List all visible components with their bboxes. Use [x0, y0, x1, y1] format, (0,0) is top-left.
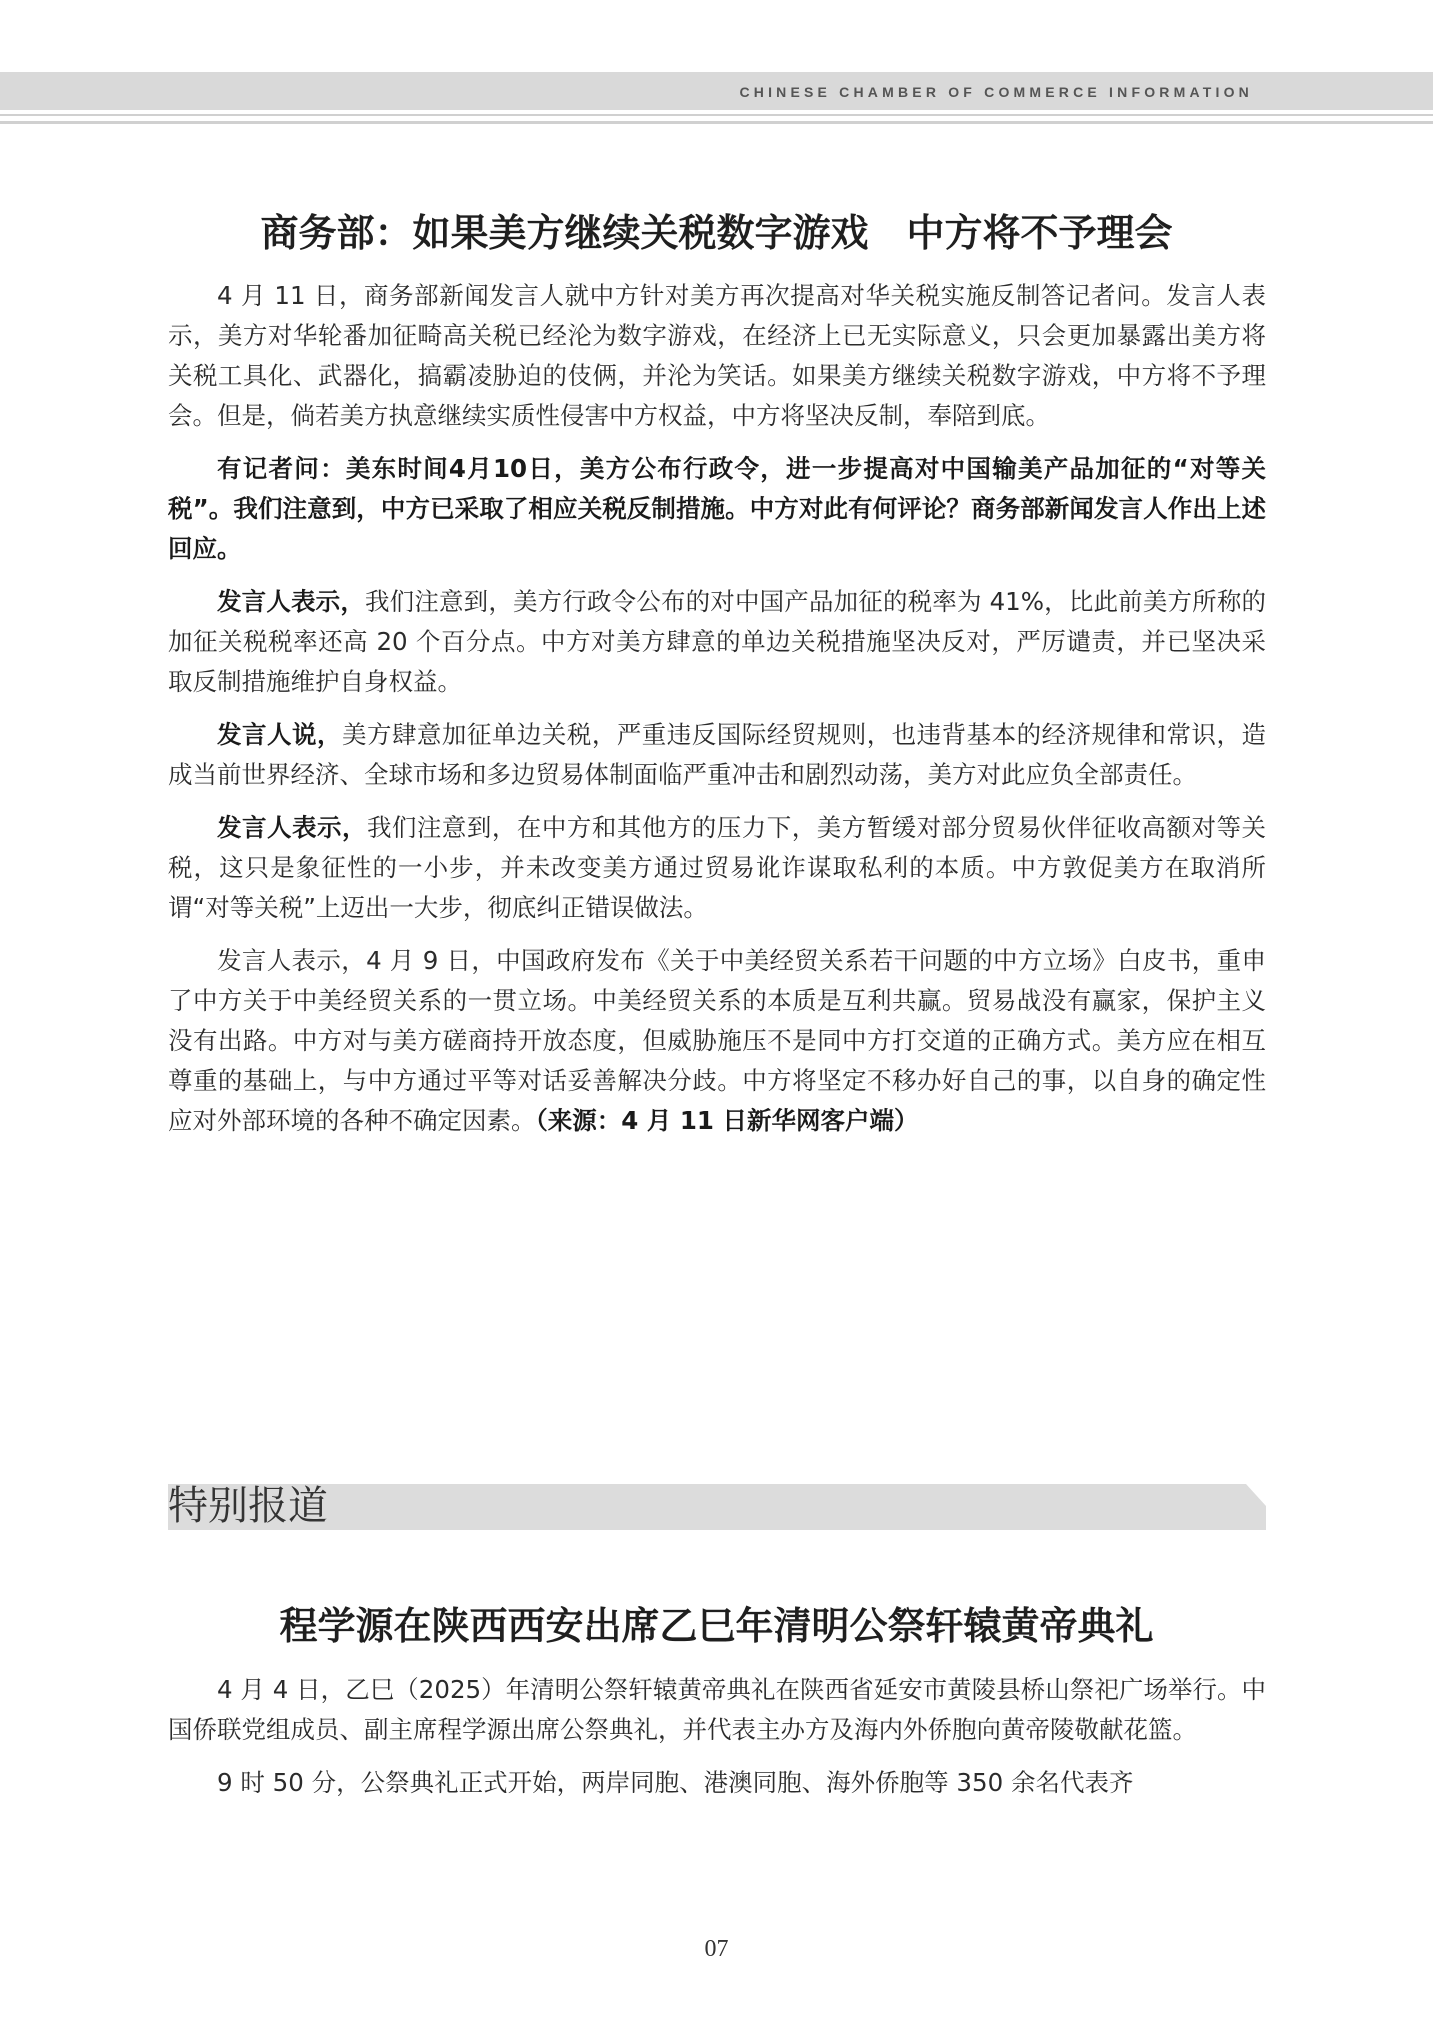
source-note: （来源：4 月 11 日新华网客户端）: [535, 1106, 919, 1135]
section-heading: 特别报道: [168, 1483, 328, 1529]
paragraph: [168, 941, 1266, 1141]
header-rule: [0, 114, 1433, 116]
paragraph-lead: 发言人说，: [217, 720, 342, 749]
running-header-title: CHINESE CHAMBER OF COMMERCE INFORMATION: [739, 84, 1253, 100]
paragraph-text: 我们注意到，美方行政令公布的对中国产品加征的税率为 41%，比此前美方所称的加征关税税率还高 20 个百分点。中方对美方肆意的单边关税措施坚决反对，严厉谴责，并已坚决采取反制措施维护自身权益。: [168, 587, 1267, 696]
article-body: [168, 276, 1266, 1154]
paragraph: 4 月 11 日，商务部新闻发言人就中方针对美方再次提高对华关税实施反制答记者问。发言人表示，美方对华轮番加征畸高关税已经沦为数字游戏，在经济上已无实际意义，只会更加暴露出美方将关税工具化、武器化，搞霸凌胁迫的伎俩，并沦为笑话。如果美方继续关税数字游戏，中方将不予理会。但是，倘若美方执意继续实质性侵害中方权益，中方将坚决反制，奉陪到底。: [168, 281, 1266, 430]
paragraph-text: 我们注意到，在中方和其他方的压力下，美方暂缓对部分贸易伙伴征收高额对等关税，这只是象征性的一小步，并未改变美方通过贸易讹诈谋取私利的本质。中方敦促美方在取消所谓“对等关税”上迈出一大步，彻底纠正错误做法。: [168, 813, 1267, 922]
section-bar-shape: [168, 1484, 1266, 1530]
header-rule: [0, 121, 1433, 124]
article-body: [168, 1670, 1266, 1816]
paragraph: [168, 715, 1266, 795]
section-bar: [168, 1484, 1266, 1530]
article-title: 商务部：如果美方继续关税数字游戏 中方将不予理会: [260, 211, 1173, 255]
paragraph-lead: 发言人表示，: [217, 587, 365, 616]
paragraph-bold: 有记者问：美东时间4月10日，美方公布行政令，进一步提高对中国输美产品加征的“对等关税”。我们注意到，中方已采取了相应关税反制措施。中方对此有何评论？商务部新闻发言人作出上述回应。: [168, 454, 1266, 563]
paragraph: 9 时 50 分，公祭典礼正式开始，两岸同胞、港澳同胞、海外侨胞等 350 余名代表齐: [217, 1768, 1134, 1797]
article-title: 程学源在陕西西安出席乙巳年清明公祭轩辕黄帝典礼: [279, 1604, 1154, 1648]
paragraph-text: 发言人表示，4 月 9 日，中国政府发布《关于中美经贸关系若干问题的中方立场》白皮书，重申了中方关于中美经贸关系的一贯立场。中美经贸关系的本质是互利共赢。贸易战没有赢家，保护主义没有出路。中方对与美方磋商持开放态度，但威胁施压不是同中方打交道的正确方式。美方应在相互尊重的基础上，与中方通过平等对话妥善解决分歧。中方将坚定不移办好自己的事，以自身的确定性应对外部环境的各种不确定因素。: [168, 946, 1266, 1135]
paragraph-lead: 发言人表示，: [217, 813, 367, 842]
page-number: 07: [704, 1936, 729, 1962]
paragraph: 4 月 4 日，乙巳（2025）年清明公祭轩辕黄帝典礼在陕西省延安市黄陵县桥山祭祀广场举行。中国侨联党组成员、副主席程学源出席公祭典礼，并代表主办方及海内外侨胞向黄帝陵敬献花篮。: [168, 1675, 1266, 1744]
paragraph: [168, 808, 1266, 928]
paragraph-text: 美方肆意加征单边关税，严重违反国际经贸规则，也违背基本的经济规律和常识，造成当前世界经济、全球市场和多边贸易体制面临严重冲击和剧烈动荡，美方对此应负全部责任。: [168, 720, 1267, 789]
paragraph: [168, 582, 1266, 702]
